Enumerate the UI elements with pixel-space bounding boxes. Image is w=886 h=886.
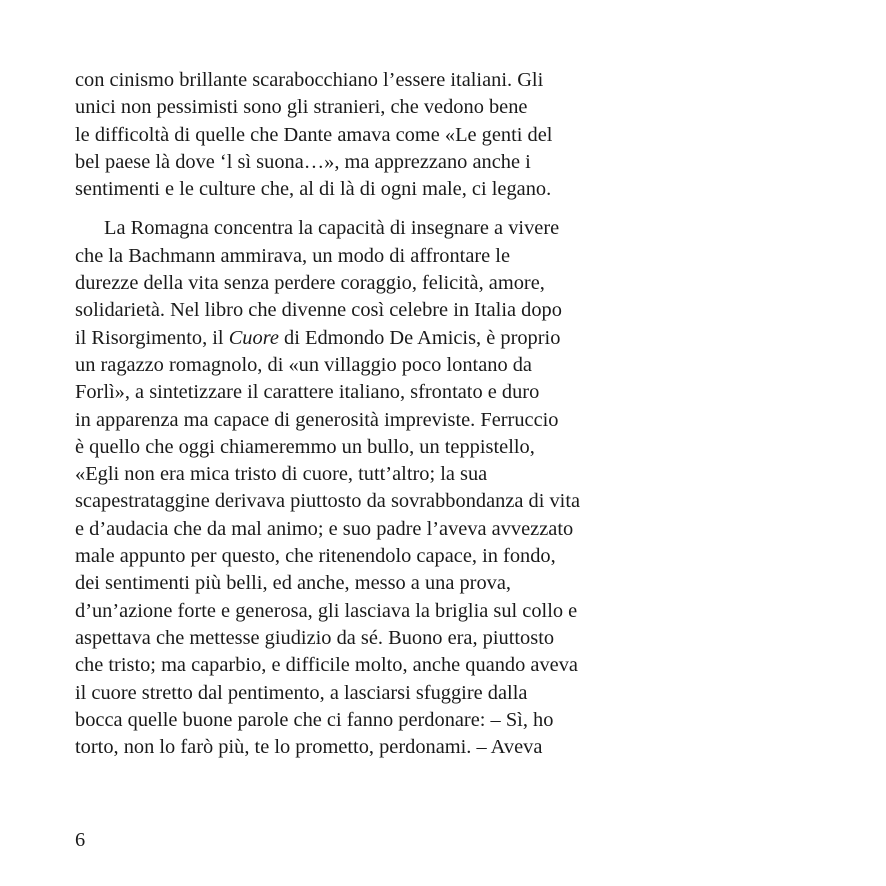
text-run: di Edmondo De Amicis, è proprio	[278, 326, 561, 349]
text-line: bel paese là dove ‘l sì suona…», ma apprezzano anche i	[75, 150, 531, 173]
text-line: che la Bachmann ammirava, un modo di affrontare le	[75, 244, 511, 267]
body-text	[75, 67, 655, 761]
text-line: che tristo; ma caparbio, e difficile molto, anche quando aveva	[75, 654, 578, 677]
text-line: torto, non lo farò più, te lo prometto, perdonami. – Aveva	[75, 736, 543, 759]
text-line: aspettava che mettesse giudizio da sé. Buono era, piuttosto	[75, 626, 555, 649]
text-line	[75, 325, 655, 352]
book-title-italic: Cuore	[228, 326, 279, 349]
text-run: il Risorgimento, il	[75, 326, 229, 349]
text-line: unici non pessimisti sono gli stranieri, che vedono bene	[75, 96, 528, 119]
text-line: sentimenti e le culture che, al di là di ogni male, ci legano.	[75, 178, 552, 201]
page-number: 6	[75, 829, 86, 851]
text-line: in apparenza ma capace di generosità impreviste. Ferruccio	[75, 408, 559, 431]
text-line: d’un’azione forte e generosa, gli lasciava la briglia sul collo e	[75, 599, 578, 622]
text-line: scapestrataggine derivava piuttosto da sovrabbondanza di vita	[75, 490, 581, 513]
text-line: Forlì», a sintetizzare il carattere italiano, sfrontato e duro	[75, 381, 540, 404]
text-line: con cinismo brillante scarabocchiano l’essere italiani. Gli	[75, 69, 544, 91]
text-line: il cuore stretto dal pentimento, a lasciarsi sfuggire dalla	[75, 681, 528, 704]
text-line: La Romagna concentra la capacità di insegnare a vivere	[104, 217, 560, 240]
text-line: bocca quelle buone parole che ci fanno perdonare: – Sì, ho	[75, 708, 554, 731]
text-line: durezze della vita senza perdere coraggio, felicità, amore,	[75, 272, 545, 295]
text-line: un ragazzo romagnolo, di «un villaggio poco lontano da	[75, 353, 532, 376]
text-line: male appunto per questo, che ritenendolo capace, in fondo,	[75, 545, 556, 568]
text-line: solidarietà. Nel libro che divenne così celebre in Italia dopo	[75, 299, 562, 322]
paragraph-1	[75, 67, 655, 203]
paragraph-2	[75, 215, 655, 761]
text-line: «Egli non era mica tristo di cuore, tutt’altro; la sua	[75, 463, 488, 486]
text-line: e d’audacia che da mal animo; e suo padre l’aveva avvezzato	[75, 517, 574, 540]
text-line: le difficoltà di quelle che Dante amava come «Le genti del	[75, 123, 553, 146]
text-line: dei sentimenti più belli, ed anche, messo a una prova,	[75, 572, 512, 595]
text-line: è quello che oggi chiameremmo un bullo, un teppistello,	[75, 435, 535, 458]
